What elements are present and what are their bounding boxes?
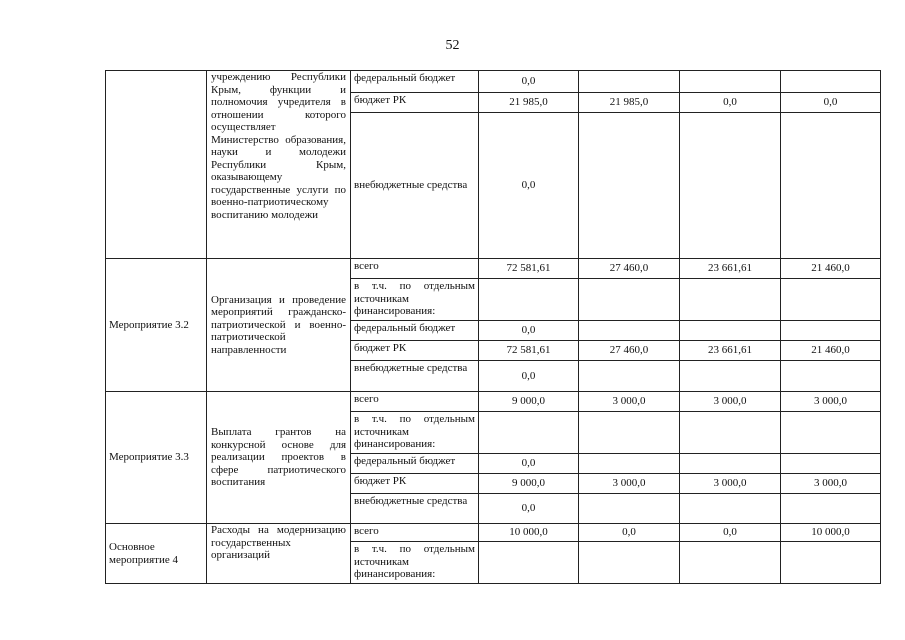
- activity-description: Расходы на модернизацию государственных организаций: [207, 524, 351, 584]
- value-cell: [781, 279, 881, 321]
- value-cell: [579, 279, 680, 321]
- activity-name: Основное мероприятие 4: [106, 524, 207, 584]
- value-cell: 3 000,0: [781, 392, 881, 412]
- value-cell: 72 581,61: [479, 341, 579, 361]
- value-cell: [579, 361, 680, 392]
- value-cell: [680, 113, 781, 259]
- table-row: [106, 259, 881, 279]
- source-label: бюджет РК: [351, 341, 479, 361]
- source-label: в т.ч. по отдельным источникам финансирования:: [351, 279, 479, 321]
- value-cell: [680, 361, 781, 392]
- value-cell: [579, 71, 680, 93]
- value-cell: [579, 113, 680, 259]
- value-cell: [680, 412, 781, 454]
- value-cell: 10 000,0: [479, 524, 579, 542]
- source-label: федеральный бюджет: [351, 454, 479, 474]
- activity-description: учреждению Республики Крым, функции и полномочия учредителя в отношении которого осуществляет Министерство образования, науки и молодежи Республики Крым, оказывающему государственные услуги по военно-патриотическому воспитанию молодежи: [207, 71, 351, 259]
- value-cell: [680, 71, 781, 93]
- table-row: [106, 71, 881, 93]
- value-cell: 0,0: [479, 113, 579, 259]
- source-label: внебюджетные средства: [351, 494, 479, 524]
- value-cell: [680, 494, 781, 524]
- value-cell: [479, 542, 579, 584]
- source-label: бюджет РК: [351, 474, 479, 494]
- source-label: внебюджетные средства: [351, 113, 479, 259]
- value-cell: 0,0: [781, 93, 881, 113]
- value-cell: 23 661,61: [680, 259, 781, 279]
- value-cell: 0,0: [479, 494, 579, 524]
- source-label: в т.ч. по отдельным источникам финансирования:: [351, 542, 479, 584]
- source-label: федеральный бюджет: [351, 71, 479, 93]
- table-row: [106, 392, 881, 412]
- value-cell: 3 000,0: [579, 474, 680, 494]
- value-cell: 0,0: [579, 524, 680, 542]
- source-label: всего: [351, 524, 479, 542]
- value-cell: [479, 279, 579, 321]
- source-label: внебюджетные средства: [351, 361, 479, 392]
- value-cell: 23 661,61: [680, 341, 781, 361]
- value-cell: [781, 113, 881, 259]
- value-cell: [781, 71, 881, 93]
- activity-description: Организация и проведение мероприятий гражданско-патриотической и военно-патриотической направленности: [207, 259, 351, 392]
- activity-name: Мероприятие 3.3: [106, 392, 207, 524]
- table-row: [106, 524, 881, 542]
- value-cell: 21 985,0: [579, 93, 680, 113]
- value-cell: [781, 454, 881, 474]
- value-cell: [781, 542, 881, 584]
- value-cell: 21 460,0: [781, 341, 881, 361]
- value-cell: [680, 279, 781, 321]
- source-label: всего: [351, 259, 479, 279]
- value-cell: 27 460,0: [579, 259, 680, 279]
- value-cell: [680, 321, 781, 341]
- value-cell: [579, 321, 680, 341]
- source-label: бюджет РК: [351, 93, 479, 113]
- value-cell: [579, 542, 680, 584]
- value-cell: 3 000,0: [680, 474, 781, 494]
- value-cell: [680, 454, 781, 474]
- value-cell: 0,0: [680, 93, 781, 113]
- value-cell: [579, 494, 680, 524]
- value-cell: [680, 542, 781, 584]
- source-label: в т.ч. по отдельным источникам финансирования:: [351, 412, 479, 454]
- activity-description: Выплата грантов на конкурсной основе для реализации проектов в сфере патриотического воспитания: [207, 392, 351, 524]
- activity-name: Мероприятие 3.2: [106, 259, 207, 392]
- value-cell: 9 000,0: [479, 474, 579, 494]
- value-cell: 0,0: [479, 321, 579, 341]
- value-cell: 21 985,0: [479, 93, 579, 113]
- value-cell: [579, 412, 680, 454]
- value-cell: [579, 454, 680, 474]
- value-cell: 9 000,0: [479, 392, 579, 412]
- value-cell: 27 460,0: [579, 341, 680, 361]
- value-cell: 10 000,0: [781, 524, 881, 542]
- page-number: 52: [445, 38, 460, 53]
- value-cell: 3 000,0: [781, 474, 881, 494]
- financing-table: [105, 70, 881, 584]
- value-cell: 0,0: [479, 361, 579, 392]
- value-cell: 3 000,0: [579, 392, 680, 412]
- value-cell: [479, 412, 579, 454]
- source-label: федеральный бюджет: [351, 321, 479, 341]
- value-cell: 0,0: [479, 454, 579, 474]
- value-cell: 0,0: [479, 71, 579, 93]
- value-cell: [781, 361, 881, 392]
- source-label: всего: [351, 392, 479, 412]
- value-cell: [781, 412, 881, 454]
- activity-name-cell: [106, 71, 207, 259]
- value-cell: [781, 321, 881, 341]
- value-cell: 72 581,61: [479, 259, 579, 279]
- value-cell: 0,0: [680, 524, 781, 542]
- value-cell: 21 460,0: [781, 259, 881, 279]
- value-cell: [781, 494, 881, 524]
- value-cell: 3 000,0: [680, 392, 781, 412]
